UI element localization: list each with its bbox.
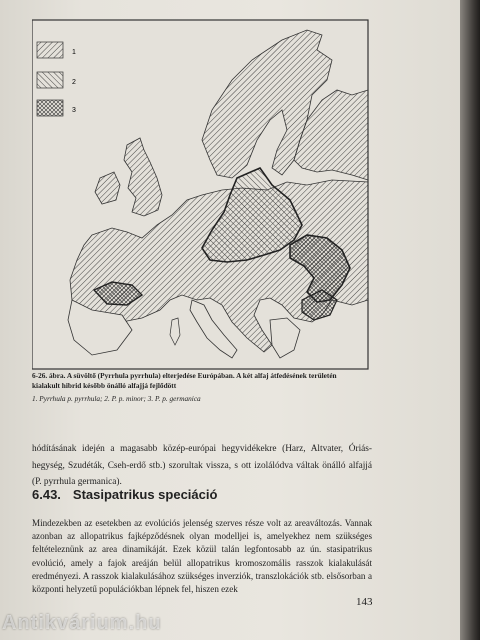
watermark: Antikvárium.hu — [2, 612, 162, 634]
legend-swatch-1 — [37, 42, 63, 58]
body-paragraph: Mindezekben az esetekben az evolúciós jelenség szerves része volt az areaváltozás. Vannak azonban az allopatrikus fajképződésnek olyan modelljei is, amelyekhez nem szükséges feltételeznünk az area dinamikáját. Ezek közül talán legfontosabb az ún. stasipatrikus evolúció, amely a fajok areáján belül allopatrikus kromoszomális rasszok kialakulását eredményezi. A rasszok kialakulásához szükséges inverziók, transzlokációk stb. elsősorban a központi helyzetű populációkban lépnek fel, hiszen ezek — [32, 518, 372, 595]
book-binding — [460, 0, 480, 640]
legend-swatch-2 — [37, 72, 63, 88]
page-number: 143 — [356, 596, 373, 608]
section-heading — [32, 487, 372, 502]
caption-legend: 1. Pyrrhula p. pyrrhula; 2. P. p. minor; 3. P. p. germanica — [32, 394, 201, 403]
legend-swatch-3 — [37, 100, 63, 116]
legend-label-3: 3 — [72, 107, 76, 114]
distribution-map-figure — [32, 0, 372, 370]
europe-map — [32, 0, 372, 370]
legend-label-1: 1 — [72, 49, 76, 56]
legend-label-2: 2 — [72, 79, 76, 86]
section-number: 6.43. — [32, 487, 61, 502]
section-title: Stasipatrikus speciáció — [72, 487, 218, 502]
continued-paragraph: hódításának idején a magasabb közép-európai hegyvidékekre (Harz, Altvater, Óriás-hegység, Szudéták, Cseh-erdő stb.) szorultak vissza, s ott izolálódva váltak önálló alfajjá (P. pyrrhula germanica). — [32, 444, 372, 487]
figure-caption — [32, 371, 362, 404]
caption-title: 6-26. ábra. A süvöltő (Pyrrhula pyrrhula) elterjedése Európában. A két alfaj átfedésének területén kialakult hibrid később önálló alfajjá fejlődött — [32, 371, 337, 390]
